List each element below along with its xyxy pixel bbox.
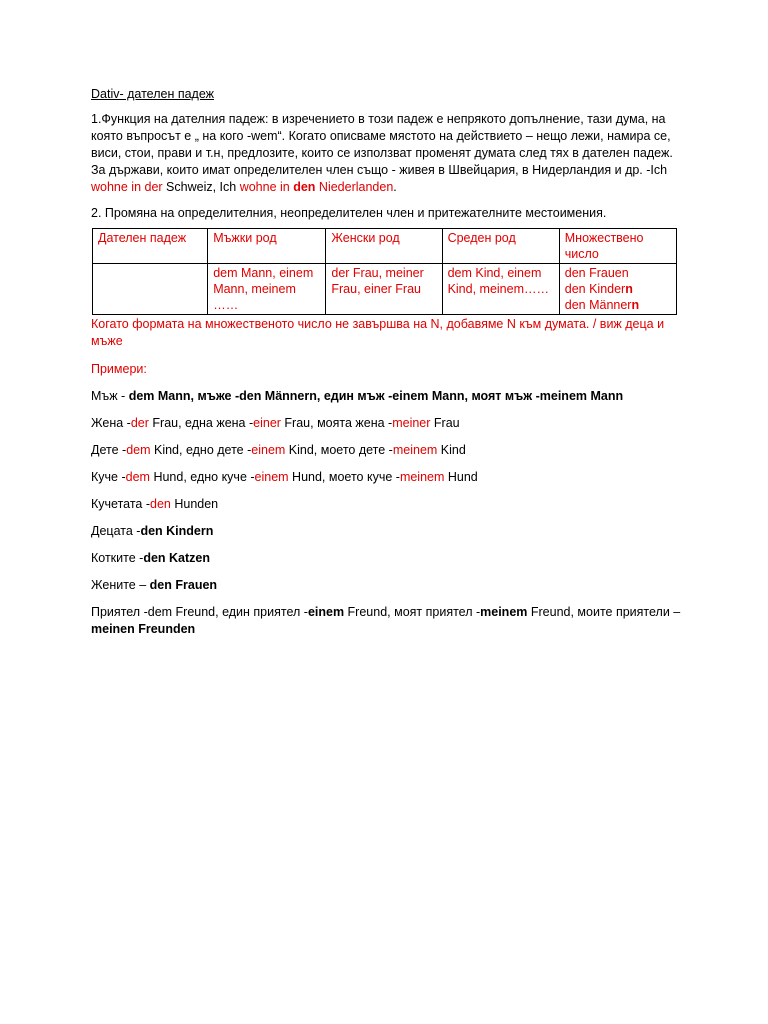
example-text: Frau, моята жена - xyxy=(280,416,393,430)
article-highlight: den xyxy=(150,497,171,511)
cell-masculine: dem Mann, einem Mann, meinem …… xyxy=(208,264,326,315)
cell-plural xyxy=(559,264,676,315)
paragraph-text: 1.Функция на дателния падеж: в изречението в този падеж е непрякото допълнение, тази дума, на която въпросът е „ на кого -wem“. Когато описваме мястото на действието – нещо лежи, намира се, виси, стои, прави и т.н, предлозите, които се използват променят думата след тях в дателен падеж. За държави, които имат определителен член също - живея в Швейцария, в Нидерландия и др. -Ich xyxy=(91,112,673,177)
article-highlight: dem xyxy=(126,443,151,457)
examples-heading: Примери: xyxy=(91,362,147,376)
example-forms: einem xyxy=(307,605,345,619)
example-text: Frau, една жена - xyxy=(148,416,254,430)
header-dative: Дателен падеж xyxy=(93,229,208,264)
plural-note: Когато формата на множественото число не завършва на N, добавяме N към думата. / виж деца и мъже xyxy=(91,317,665,348)
example-text: Жена - xyxy=(91,416,131,430)
example-forms: dem Mann, мъже -den Männern, един мъж -einem Mann, моят мъж -meinem Mann xyxy=(128,389,624,403)
example-text: Котките - xyxy=(91,551,144,565)
article-highlight: dem xyxy=(125,470,150,484)
article-highlight: einem xyxy=(251,443,286,457)
article-highlight: meinem xyxy=(392,443,438,457)
example-hunden xyxy=(91,496,681,513)
example-mann xyxy=(91,388,681,405)
plural-maenner-suffix: n xyxy=(631,298,640,312)
example-frauen xyxy=(91,577,681,594)
example-text: Дете - xyxy=(91,443,127,457)
table-row xyxy=(93,264,677,315)
plural-line-maennern xyxy=(565,297,671,313)
document-page xyxy=(91,86,681,638)
article-highlight: der xyxy=(130,416,149,430)
example-text: Приятел -dem Freund, един приятел - xyxy=(91,605,308,619)
plural-line-kindern xyxy=(565,281,671,297)
article-highlight: einem xyxy=(254,470,289,484)
example-forms: meinen Freunden xyxy=(91,622,196,636)
example-text: Hund, едно куче - xyxy=(149,470,255,484)
header-plural: Множествено число xyxy=(559,229,676,264)
example-hund xyxy=(91,469,681,486)
example-forms: den Frauen xyxy=(149,578,218,592)
example-text: Куче - xyxy=(91,470,126,484)
example-text: Децата - xyxy=(91,524,141,538)
cell-feminine: der Frau, meiner Frau, einer Frau xyxy=(326,264,442,315)
plural-maenner-stem: den Männer xyxy=(564,298,632,312)
paragraph-function xyxy=(91,111,681,196)
cell-neuter: dem Kind, einem Kind, meinem…… xyxy=(442,264,559,315)
header-neuter: Среден род xyxy=(442,229,559,264)
article-highlight: meinem xyxy=(399,470,445,484)
example-text: Kind xyxy=(437,443,466,457)
example-kindern xyxy=(91,523,681,540)
example-text: Freund, моят приятел - xyxy=(344,605,481,619)
dative-table xyxy=(92,228,677,315)
page-title: Dativ- дателен падеж xyxy=(91,87,215,101)
plural-line-frauen: den Frauen xyxy=(564,266,629,280)
example-katzen xyxy=(91,550,681,567)
example-text: Hunden xyxy=(170,497,219,511)
example-forms: meinem xyxy=(480,605,528,619)
highlight-niederlanden: Niederlanden xyxy=(315,180,394,194)
example-text: Hund xyxy=(444,470,478,484)
example-text: Кучетата - xyxy=(91,497,151,511)
example-frau xyxy=(91,415,681,432)
paragraph-text-2: Schweiz, Ich xyxy=(162,180,240,194)
table-header-row xyxy=(93,229,677,264)
paragraph-changes: 2. Промяна на определителния, неопределителен член и притежателните местоимения. xyxy=(91,206,607,220)
example-freund xyxy=(91,604,681,638)
paragraph-end: . xyxy=(393,180,397,194)
example-text: Hund, моето куче - xyxy=(288,470,400,484)
header-feminine: Женски род xyxy=(326,229,442,264)
highlight-den: den xyxy=(293,180,316,194)
article-highlight: einer xyxy=(253,416,281,430)
example-text: Kind, едно дете - xyxy=(150,443,252,457)
highlight-wohne-in-der: wohne in der xyxy=(91,180,163,194)
example-kind xyxy=(91,442,681,459)
article-highlight: meiner xyxy=(392,416,431,430)
example-text: Freund, моите приятели – xyxy=(527,605,681,619)
cell-dative xyxy=(93,264,208,315)
plural-kinder-suffix: n xyxy=(625,282,633,296)
example-label: Мъж - xyxy=(91,389,129,403)
plural-kinder-stem: den Kinder xyxy=(564,282,626,296)
example-forms: den Katzen xyxy=(143,551,210,565)
header-masculine: Мъжки род xyxy=(208,229,326,264)
example-forms: den Kindern xyxy=(140,524,214,538)
highlight-wohne-in: wohne in xyxy=(239,180,294,194)
example-text: Frau xyxy=(430,416,460,430)
example-text: Жените – xyxy=(91,578,150,592)
example-text: Kind, моето дете - xyxy=(285,443,393,457)
